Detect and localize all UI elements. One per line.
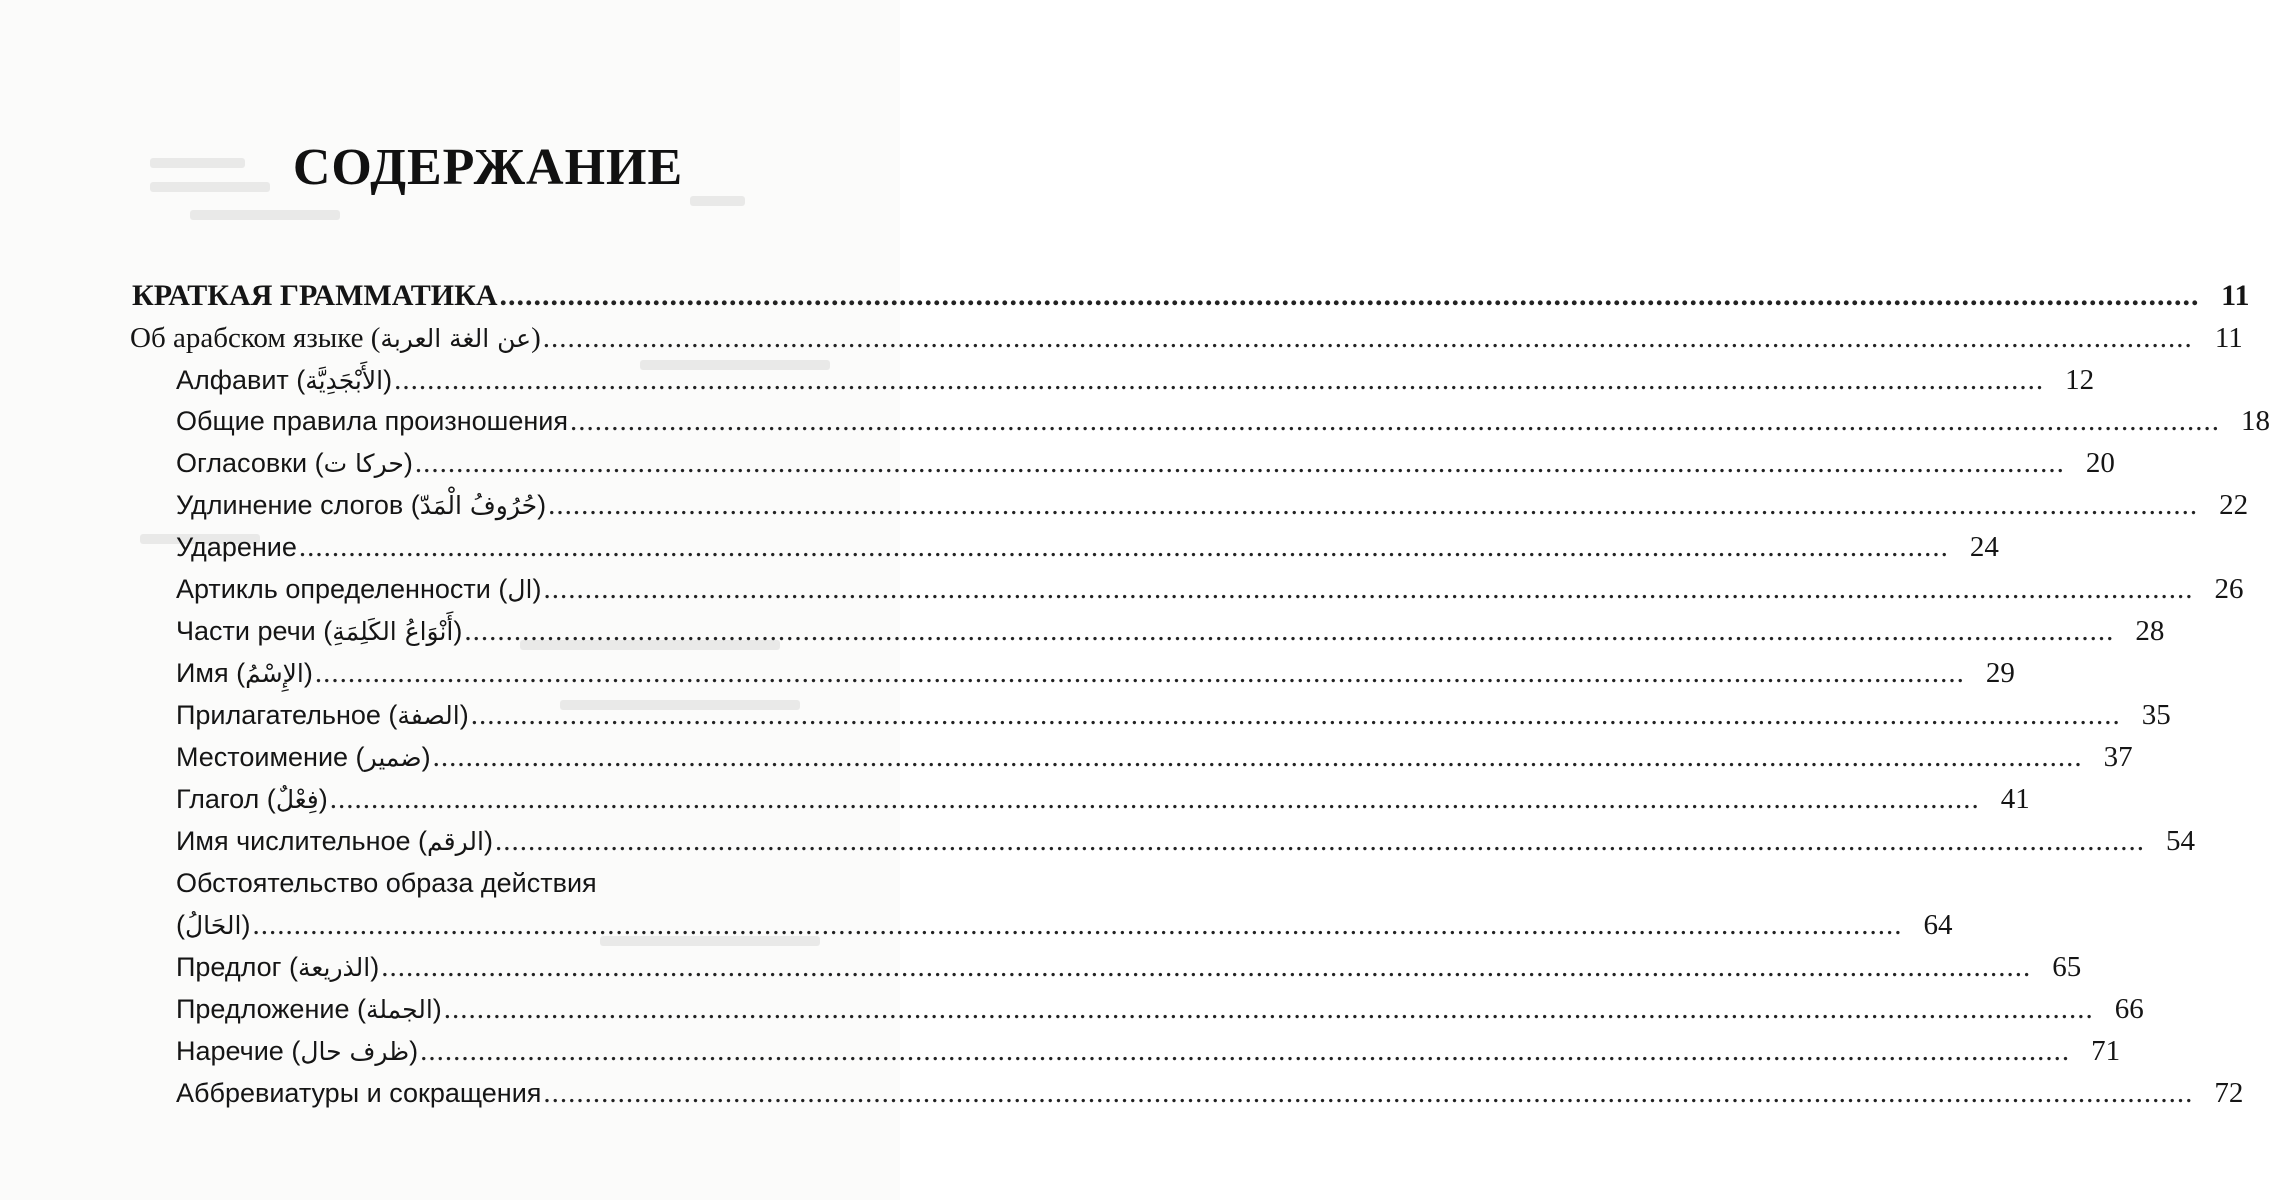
toc-entry-label: КРАТКАЯ ГРАММАТИКА [132,279,498,312]
toc-entry-text [176,485,546,526]
toc-entry-text [176,569,541,610]
page-number: 41 [2000,783,2030,815]
page-number: 11 [2214,322,2243,354]
toc-entry[interactable] [176,443,2115,484]
dot-leader: ........................................................................................................................................................................................................ [542,322,2193,354]
toc-entry[interactable] [176,653,2015,694]
toc-entry-arabic-term: الصفة [397,701,460,730]
toc-entry-arabic-term: حُرُوفُ الْمَدّ [419,491,538,520]
toc-entry-arabic-term: فِعْلٌ [275,785,319,814]
toc-entry-label: Огласовки ( [176,448,324,478]
page-number: 65 [2052,951,2082,983]
toc-entry-closing-paren: ) [318,784,328,814]
toc-entry-label: Имя числительное ( [176,826,428,856]
toc-entry-label: Об арабском языке ( [130,322,381,354]
page-number: 66 [2114,993,2144,1025]
toc-entry-arabic-term: عن الغة العربة [380,324,532,353]
page-number: 12 [2065,364,2095,396]
page-number: 72 [2214,1077,2244,1109]
toc-entry[interactable] [176,401,2270,441]
page-number: 22 [2219,489,2249,521]
toc-entry-text [176,360,392,401]
page-number: 20 [2085,447,2115,479]
toc-entry-label: Части речи ( [176,616,333,646]
dot-leader: ........................................................................................................................................................................................................ [443,993,2094,1025]
page-number: 26 [2214,573,2244,605]
toc-entry-closing-paren: ) [421,742,431,772]
toc-entry-label: Предлог ( [176,952,299,982]
toc-entry-text [176,653,313,694]
toc-entry-arabic-term: الحَالُ [185,911,242,940]
toc-entry-text [130,318,541,359]
toc-entry[interactable] [176,360,2095,401]
toc-entry-text [176,947,379,988]
page-title: СОДЕРЖАНИЕ [292,139,684,196]
toc-entry-text [176,905,250,946]
page-number: 54 [2165,825,2195,857]
toc-entry-closing-paren: ) [241,910,251,940]
toc-entry[interactable] [176,737,2133,778]
toc-entry[interactable] [130,318,2243,359]
dot-leader: ........................................................................................................................................................................................................ [464,615,2115,647]
toc-entry-text [176,989,442,1030]
dot-leader: ........................................................................................................................................................................................................ [298,531,1949,563]
toc-entry-label: Общие правила произношения [176,406,568,436]
toc-entry[interactable] [176,695,2171,736]
toc-entry-text [176,821,493,862]
toc-entry-closing-paren: ) [303,658,313,688]
toc-entry-text [176,737,431,778]
toc-entry-label: Аббревиатуры и сокращения [176,1078,542,1108]
toc-entry-text [176,1073,541,1113]
toc-entry-text [176,443,413,484]
toc-entry-closing-paren: ) [537,490,547,520]
dot-leader: ........................................................................................................................................................................................................ [314,657,1965,689]
page-number: 11 [2221,279,2250,312]
page-number: 29 [1985,657,2015,689]
toc-entry-arabic-term: الجملة [365,995,433,1024]
toc-entry[interactable] [176,989,2144,1030]
page-number: 64 [1923,909,1953,941]
toc-entry-arabic-term: الأَبْجَدِيَّة [305,366,384,395]
toc-entry-text: Обстоятельство образа действия [176,868,597,898]
toc-entry-closing-paren: ) [432,994,442,1024]
toc-entry[interactable] [176,947,2082,988]
dot-leader: ........................................................................................................................................................................................................ [494,825,2145,857]
toc-entry-arabic-term: الرقم [427,827,484,856]
page-number: 35 [2141,699,2171,731]
page-number: 28 [2135,615,2165,647]
toc-entry-label: Предложение ( [176,994,366,1024]
dot-leader: ........................................................................................................................................................................................................ [470,699,2121,731]
toc-entry-arabic-term: الذريعة [298,953,371,982]
toc-entry[interactable] [176,821,2195,862]
toc-entry-label: Имя ( [176,658,246,688]
dot-leader: ........................................................................................................................................................................................................ [381,951,2032,983]
toc-entry-text [176,401,568,441]
dot-leader: ........................................................................................................................................................................................................ [569,405,2220,437]
toc-entry-text [176,527,297,567]
toc-entry[interactable] [176,569,2244,610]
toc-entry-arabic-term: أَنْوَاعُ الكَلِمَةِ [332,617,454,646]
dot-leader: ........................................................................................................................................................................................................ [394,364,2045,396]
page-number: 37 [2103,741,2133,773]
toc-entry-label: Глагол ( [176,784,276,814]
toc-entry[interactable] [176,905,1953,946]
toc-entry[interactable] [132,276,2250,316]
dot-leader: ........................................................................................................................................................................................................ [499,279,2200,312]
toc-entry-closing-paren: ) [370,952,380,982]
toc-entry-closing-paren: ) [531,322,541,354]
toc-entry[interactable] [176,527,1999,567]
toc-entry-label: Прилагательное ( [176,700,398,730]
toc-entry-text [176,779,328,820]
dot-leader: ........................................................................................................................................................................................................ [329,783,1980,815]
toc-entry-label: Наречие ( [176,1036,301,1066]
toc-entry-arabic-term: ال [507,575,533,604]
toc-entry-arabic-term: حركا ت [323,449,404,478]
toc-entry[interactable] [176,485,2249,526]
toc-entry-closing-paren: ) [532,574,542,604]
toc-entry-text [176,1031,418,1072]
dot-leader: ........................................................................................................................................................................................................ [252,909,1903,941]
toc-entry-closing-paren: ) [403,448,413,478]
dot-leader: ........................................................................................................................................................................................................ [420,1035,2071,1067]
toc-entry-text [132,276,498,316]
toc-entry-closing-paren: ) [483,826,493,856]
toc-entry-arabic-term: ظرف حال [300,1037,410,1066]
toc-entry-closing-paren: ) [453,616,463,646]
toc-entry-text [176,611,462,652]
toc-entry-label: ( [176,910,185,940]
toc-entry-label: Артикль определенности ( [176,574,508,604]
page-number: 71 [2091,1035,2121,1067]
toc-entry[interactable] [176,611,2165,652]
toc-entry-closing-paren: ) [409,1036,419,1066]
toc-entry-closing-paren: ) [459,700,469,730]
toc-entry-label: Ударение [176,532,297,562]
toc-entry-label: Местоимение ( [176,742,365,772]
toc-entry-label: Удлинение слогов ( [176,490,420,520]
toc-entry[interactable] [176,779,2030,820]
page-number: 24 [1969,531,1999,563]
dot-leader: ........................................................................................................................................................................................................ [543,573,2194,605]
toc-entry-text [176,695,469,736]
toc-entry[interactable] [176,1031,2121,1072]
dot-leader: ........................................................................................................................................................................................................ [414,447,2065,479]
dot-leader: ........................................................................................................................................................................................................ [543,1077,2194,1109]
toc-entry-arabic-term: الإِسْمُ [245,659,304,688]
toc-entry-arabic-term: ضمير [364,743,422,772]
dot-leader: ........................................................................................................................................................................................................ [548,489,2199,521]
dot-leader: ........................................................................................................................................................................................................ [432,741,2083,773]
toc-entry-label: Алфавит ( [176,365,306,395]
toc-entry[interactable] [176,1073,2244,1113]
toc-entry-closing-paren: ) [383,365,393,395]
page-number: 18 [2240,405,2270,437]
